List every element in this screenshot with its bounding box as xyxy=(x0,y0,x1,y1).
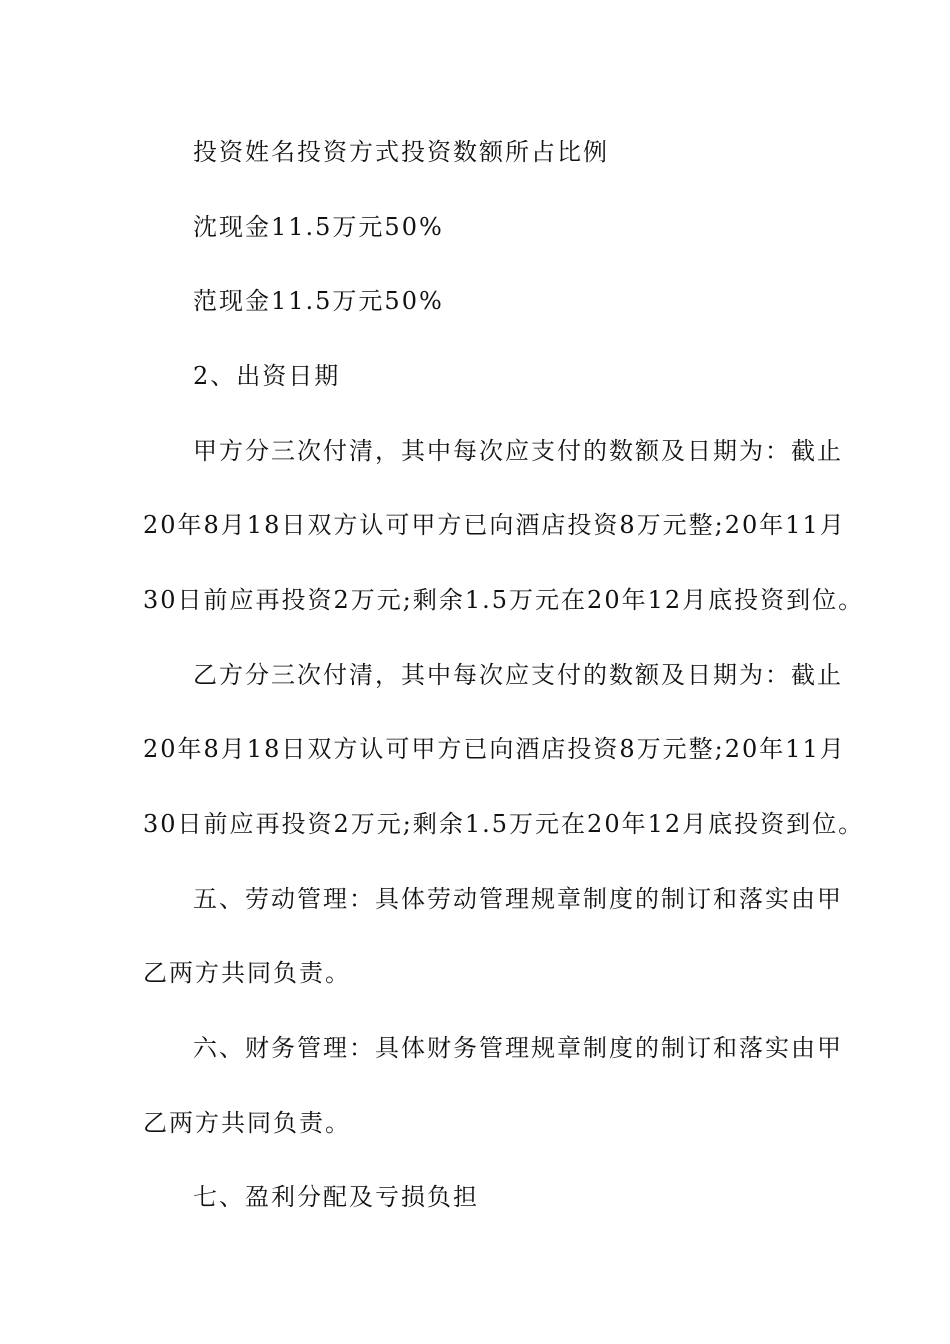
section-heading-profit-loss: 七、盈利分配及亏损负担 xyxy=(193,1183,479,1211)
section-heading-contribution-date: 2、出资日期 xyxy=(193,362,341,390)
investor-row-shen: 沈现金11.5万元50% xyxy=(193,213,444,241)
paragraph-party-b-line-1: 乙方分三次付清，其中每次应支付的数额及日期为：截止 xyxy=(193,661,843,689)
paragraph-party-a-line-2: 20年8月18日双方认可甲方已向酒店投资8万元整;20年11月 xyxy=(143,511,846,539)
investment-table-header: 投资姓名投资方式投资数额所占比例 xyxy=(193,138,609,166)
section-labor-management-line-1: 五、劳动管理：具体劳动管理规章制度的制订和落实由甲 xyxy=(193,885,843,913)
paragraph-party-a-line-3: 30日前应再投资2万元;剩余1.5万元在20年12月底投资到位。 xyxy=(143,586,865,614)
investor-row-fan: 范现金11.5万元50% xyxy=(193,287,444,315)
section-finance-management-line-1: 六、财务管理：具体财务管理规章制度的制订和落实由甲 xyxy=(193,1034,843,1062)
paragraph-party-a-line-1: 甲方分三次付清，其中每次应支付的数额及日期为：截止 xyxy=(193,437,843,465)
paragraph-party-b-line-2: 20年8月18日双方认可甲方已向酒店投资8万元整;20年11月 xyxy=(143,735,846,763)
section-labor-management-line-2: 乙两方共同负责。 xyxy=(143,959,351,987)
section-finance-management-line-2: 乙两方共同负责。 xyxy=(143,1109,351,1137)
paragraph-party-b-line-3: 30日前应再投资2万元;剩余1.5万元在20年12月底投资到位。 xyxy=(143,810,865,838)
